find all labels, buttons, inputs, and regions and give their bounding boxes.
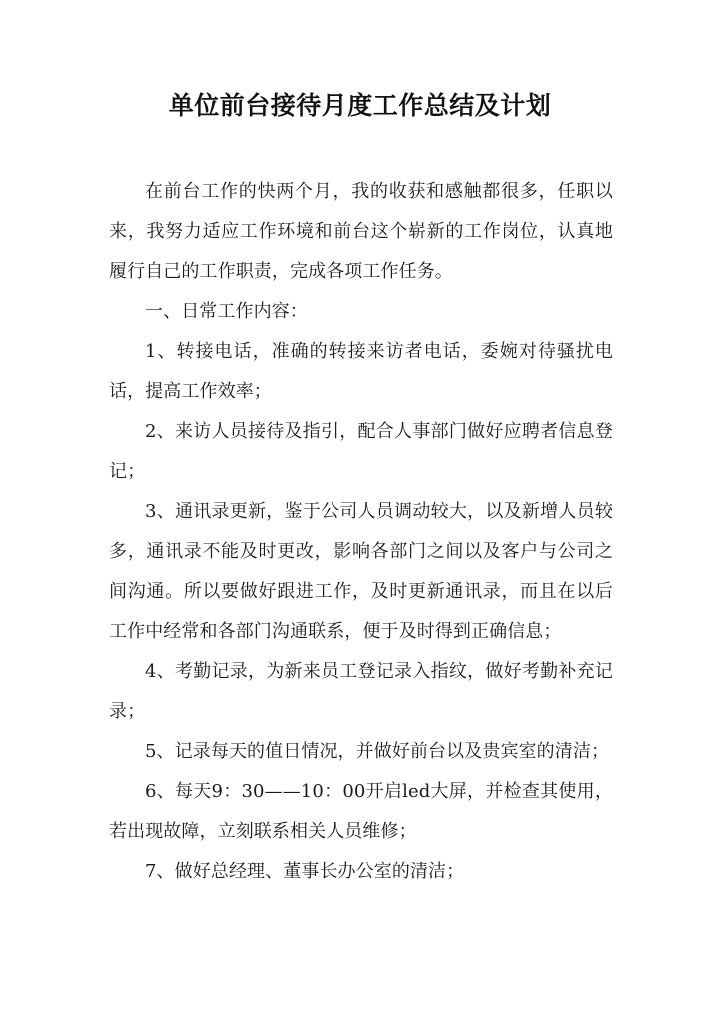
intro-paragraph: 在前台工作的快两个月，我的收获和感触都很多，任职以来，我努力适应工作环境和前台这个崭新的工作岗位，认真地履行自己的工作职责，完成各项工作任务。 <box>109 181 613 282</box>
list-item-3: 3、通讯录更新，鉴于公司人员调动较大，以及新增人员较多，通讯录不能及时更改，影响各部门之间以及客户与公司之间沟通。所以要做好跟进工作，及时更新通讯录，而且在以后工作中经常和各部门沟通联系，便于及时得到正确信息； <box>109 501 613 642</box>
list-item-1: 1、转接电话，准确的转接来访者电话，委婉对待骚扰电话，提高工作效率； <box>109 341 613 402</box>
document-title: 单位前台接待月度工作总结及计划 <box>168 91 552 120</box>
list-item-7: 7、做好总经理、董事长办公室的清洁； <box>145 861 465 882</box>
list-item-2: 2、来访人员接待及指引，配合人事部门做好应聘者信息登记； <box>109 421 613 482</box>
list-item-6: 6、每天9：30——10：00开启led大屏，并检查其使用，若出现故障，立刻联系相关人员维修； <box>109 781 613 842</box>
document-body <box>109 172 613 892</box>
list-item-5: 5、记录每天的值日情况，并做好前台以及贵宾室的清洁； <box>145 741 610 762</box>
section-heading-daily-work: 一、日常工作内容： <box>145 301 308 322</box>
list-item-4: 4、考勤记录，为新来员工登记录入指纹，做好考勤补充记录； <box>109 661 613 722</box>
